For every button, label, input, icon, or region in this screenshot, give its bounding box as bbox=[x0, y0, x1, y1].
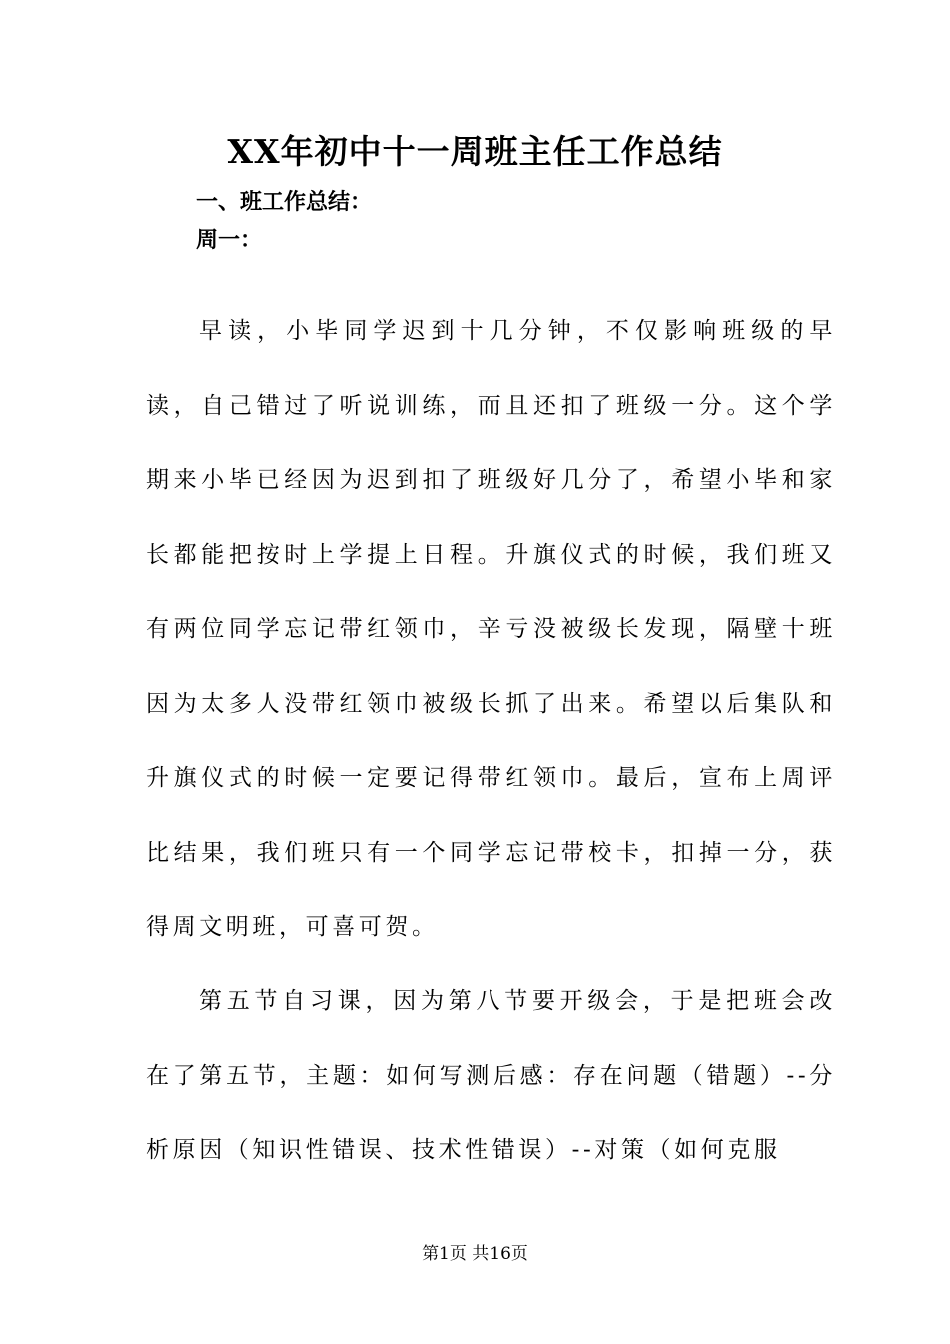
day-heading: 周一： bbox=[196, 228, 263, 253]
paragraph-2: 第五节自习课，因为第八节要开级会，于是把班会改在了第五节，主题：如何写测后感：存在问题（错题）--分析原因（知识性错误、技术性错误）--对策（如何克服 bbox=[146, 988, 836, 1163]
document-title: XX年初中十一周班主任工作总结 bbox=[227, 132, 723, 171]
section-heading: 一、班工作总结： bbox=[196, 190, 373, 215]
page-footer: 第1页 共16页 bbox=[422, 1244, 528, 1264]
paragraph-1: 早读，小毕同学迟到十几分钟，不仅影响班级的早读，自己错过了听说训练，而且还扣了班级一分。这个学期来小毕已经因为迟到扣了班级好几分了，希望小毕和家长都能把按时上学提上日程。升旗仪式的时候，我们班又有两位同学忘记带红领巾，辛亏没被级长发现，隔壁十班因为太多人没带红领巾被级长抓了出来。希望以后集队和升旗仪式的时候一定要记得带红领巾。最后，宣布上周评比结果，我们班只有一个同学忘记带校卡，扣掉一分，获得周文明班，可喜可贺。 bbox=[146, 318, 836, 940]
